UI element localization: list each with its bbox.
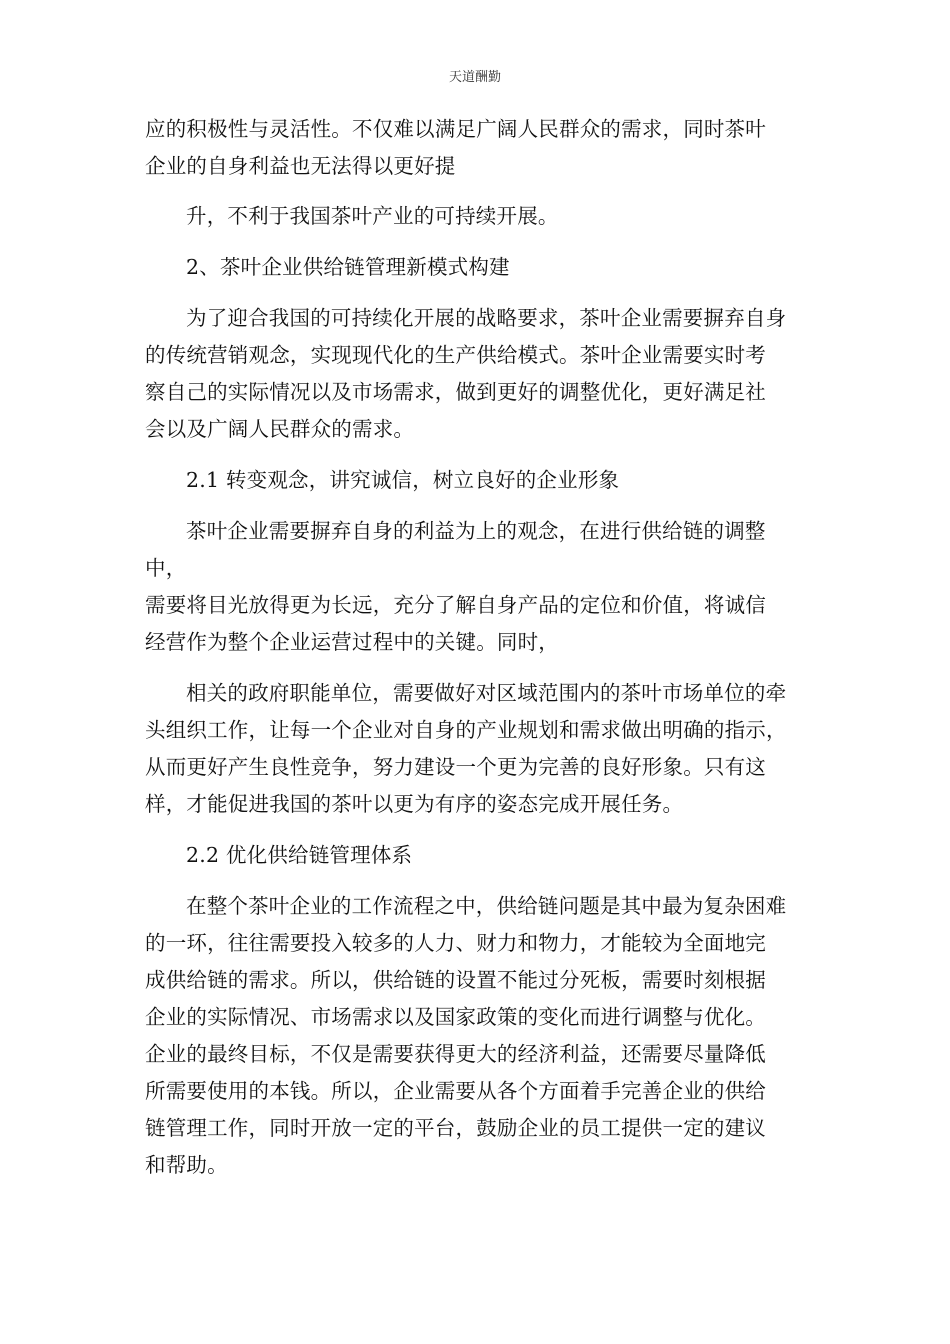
text-line: 升，不利于我国茶叶产业的可持续开展。 <box>186 204 559 228</box>
text-line: 的传统营销观念，实现现代化的生产供给模式。茶叶企业需要实时考 <box>145 343 766 367</box>
text-line: 相关的政府职能单位，需要做好对区域范围内的茶叶市场单位的牵 <box>186 681 787 705</box>
text-line: 成供给链的需求。所以，供给链的设置不能过分死板，需要时刻根据 <box>145 968 766 992</box>
paragraph-continuation <box>145 111 805 185</box>
text-line: 察自己的实际情况以及市场需求，做到更好的调整优化，更好满足社 <box>145 380 766 404</box>
text-line: 企业的实际情况、市场需求以及国家政策的变化而进行调整与优化。 <box>145 1005 766 1029</box>
text-line: 样，才能促进我国的茶叶以更为有序的姿态完成开展任务。 <box>145 792 684 816</box>
paragraph <box>145 888 805 1184</box>
page-header: 天道酬勤 <box>448 70 501 85</box>
paragraph <box>145 513 805 661</box>
heading-text: 2.1 转变观念，讲究诚信，树立良好的企业形象 <box>186 468 620 492</box>
section-heading-2-1 <box>145 462 805 499</box>
document-body <box>145 111 805 1184</box>
text-line: 为了迎合我国的可持续化开展的战略要求，茶叶企业需要摒弃自身 <box>186 306 787 330</box>
text-line: 应的积极性与灵活性。不仅难以满足广阔人民群众的需求，同时茶叶 <box>145 117 766 141</box>
text-line: 经营作为整个企业运营过程中的关键。同时， <box>145 630 559 654</box>
text-line: 从而更好产生良性竞争，努力建设一个更为完善的良好形象。只有这 <box>145 755 766 779</box>
text-line: 头组织工作，让每一个企业对自身的产业规划和需求做出明确的指示， <box>145 718 787 742</box>
text-line: 茶叶企业需要摒弃自身的利益为上的观念，在进行供给链的调整中， <box>145 519 766 580</box>
paragraph <box>145 198 805 235</box>
paragraph <box>145 300 805 448</box>
text-line: 会以及广阔人民群众的需求。 <box>145 417 415 441</box>
section-heading-2 <box>145 249 805 286</box>
text-line: 在整个茶叶企业的工作流程之中，供给链问题是其中最为复杂困难 <box>186 894 787 918</box>
text-line: 企业的最终目标，不仅是需要获得更大的经济利益，还需要尽量降低 <box>145 1042 766 1066</box>
heading-text: 2.2 优化供给链管理体系 <box>186 843 413 867</box>
section-heading-2-2 <box>145 837 805 874</box>
text-line: 链管理工作，同时开放一定的平台，鼓励企业的员工提供一定的建议 <box>145 1116 766 1140</box>
heading-text: 2、茶叶企业供给链管理新模式构建 <box>186 255 510 279</box>
text-line: 需要将目光放得更为长远，充分了解自身产品的定位和价值，将诚信 <box>145 593 766 617</box>
text-line: 的一环，往往需要投入较多的人力、财力和物力，才能较为全面地完 <box>145 931 766 955</box>
text-line: 企业的自身利益也无法得以更好提 <box>145 154 456 178</box>
text-line: 所需要使用的本钱。所以，企业需要从各个方面着手完善企业的供给 <box>145 1079 766 1103</box>
text-line: 和帮助。 <box>145 1153 228 1177</box>
paragraph <box>145 675 805 823</box>
